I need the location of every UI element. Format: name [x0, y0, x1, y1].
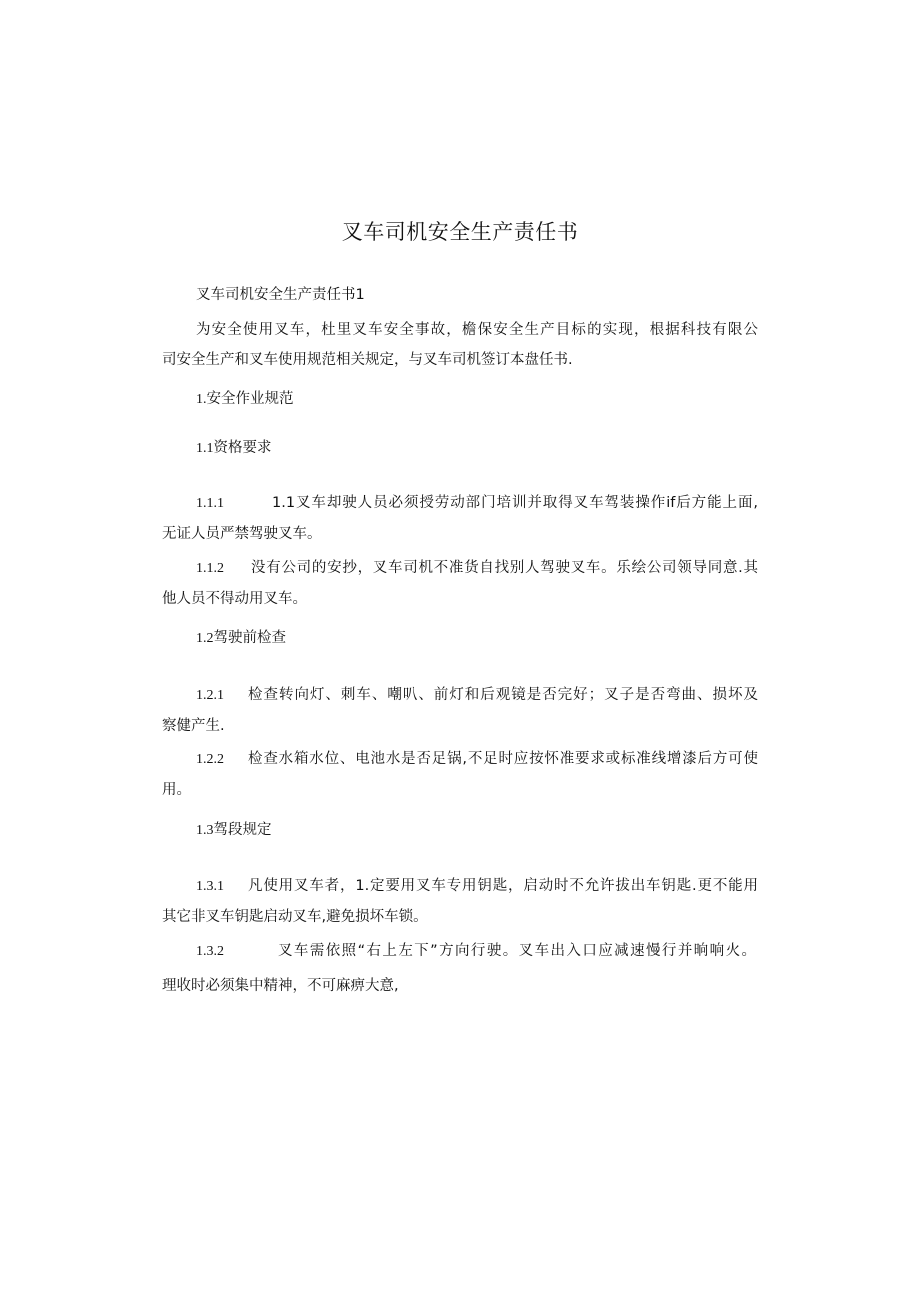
item-1-2-2-line-1: 检查水箱水位、电池水是否足锅,不足时应按怀准要求或标准线增漆后方可使 — [248, 751, 758, 767]
section-1-1-text: 资格要求 — [213, 440, 272, 456]
item-1-1-1-line-1: 1.1叉车却驶人员必须授劳动部门培训并取得叉车驾装操作if后方能上面, — [272, 495, 758, 511]
intro-line-2: 司安全生产和叉车使用规范相关规定，与叉车司机签订本盘任书. — [162, 352, 573, 368]
item-1-1-2-line-1: 没有公司的安抄，叉车司机不准货自找别人驾驶叉车。乐绘公司领导同意.其 — [251, 560, 758, 576]
item-1-1-2-line-2: 他人员不得动用叉车。 — [162, 591, 307, 607]
section-1-3-text: 驾段规定 — [213, 822, 272, 838]
item-1-3-2-number — [196, 941, 224, 962]
section-1-2-heading — [196, 628, 286, 649]
item-1-2-2-num: 1.2.2 — [196, 752, 224, 767]
document-subtitle — [196, 285, 365, 305]
subtitle-text: 叉车司机安全生产责任书1 — [196, 287, 365, 303]
item-1-2-1-line-2: 察健产生. — [162, 718, 225, 734]
section-1-1-number: 1.1 — [196, 441, 214, 456]
section-1-3-heading — [196, 820, 272, 841]
item-1-1-2-number — [196, 558, 224, 579]
intro-line-1: 为安全使用叉车，杜里叉车安全事故，檐保安全生产目标的实现，根据科技有限公 — [196, 322, 758, 338]
item-1-3-2-line-2: 理收时必须集中精神，不可麻痹大意, — [162, 978, 399, 994]
item-1-3-2-num: 1.3.2 — [196, 944, 224, 959]
page-title: 叉车司机安全生产责任书 — [341, 220, 579, 244]
section-1-2-text: 驾驶前检查 — [213, 630, 286, 646]
section-1-2-number: 1.2 — [196, 631, 214, 646]
item-1-3-1-number — [196, 876, 224, 897]
item-1-3-2-line-1: 叉车需依照“右上左下”方向行驶。叉车出入口应减速慢行并晌响火。 — [278, 943, 756, 959]
item-1-1-1-line-2: 无证人员严禁驾驶叉车。 — [162, 526, 322, 542]
section-1-number: 1. — [196, 392, 207, 407]
section-1-1-heading — [196, 438, 272, 459]
item-1-3-1-line-1: 凡使用叉车者，1.定要用叉车专用钥匙，启动时不允许拔出车钥匙.更不能用 — [248, 878, 758, 894]
item-1-2-2-line-2: 用。 — [162, 782, 191, 798]
section-1-text: 安全作业规范 — [206, 391, 294, 407]
item-1-1-1-num: 1.1.1 — [196, 496, 224, 511]
item-1-2-1-num: 1.2.1 — [196, 688, 224, 703]
item-1-3-1-line-2: 其它非叉车钥匙启动叉车,避免损坏车锁。 — [162, 909, 428, 925]
item-1-2-1-number — [196, 685, 224, 706]
item-1-2-1-line-1: 检查转向灯、刺车、嘲叭、前灯和后观镜是否完好；叉子是否弯曲、损坏及 — [248, 687, 758, 703]
item-1-3-1-num: 1.3.1 — [196, 879, 224, 894]
section-1-3-number: 1.3 — [196, 823, 214, 838]
item-1-2-2-number — [196, 749, 224, 770]
item-1-1-2-num: 1.1.2 — [196, 561, 224, 576]
section-1-heading — [196, 389, 294, 410]
item-1-1-1-number — [196, 493, 224, 514]
